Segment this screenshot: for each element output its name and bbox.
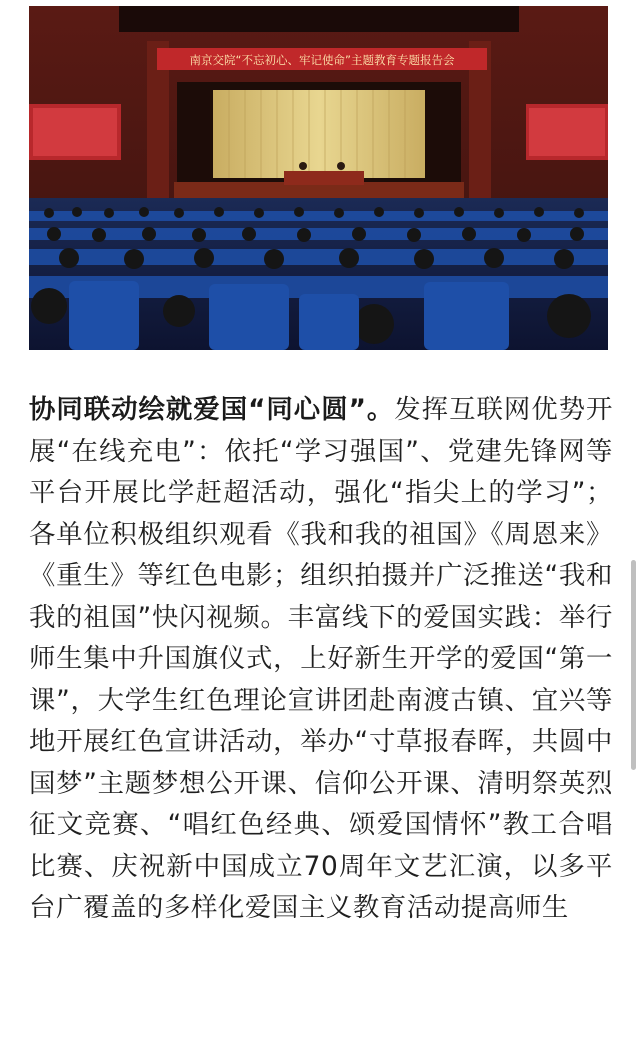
- banner-text: 南京交院“不忘初心、牢记使命”主题教育专题报告会: [189, 53, 455, 67]
- scrollbar-thumb[interactable]: [631, 560, 636, 770]
- article-lead: 协同联动绘就爱国“同心圆”。: [29, 394, 395, 425]
- article-paragraph: [29, 389, 613, 929]
- auditorium-photo: [29, 6, 608, 350]
- article-body: 发挥互联网优势开展“在线充电”：依托“学习强国”、党建先锋网等平台开展比学赶超活动，强化“指尖上的学习”；各单位积极组织观看《我和我的祖国》《周恩来》《重生》等红色电影；组织拍摄并广泛推送“我和我的祖国”快闪视频。丰富线下的爱国实践：举行师生集中升国旗仪式，上好新生开学的爱国“第一课”，大学生红色理论宣讲团赴南渡古镇、宜兴等地开展红色宣讲活动，举办“寸草报春晖，共圆中国梦”主题梦想公开课、信仰公开课、清明祭英烈征文竞赛、“唱红色经典、颂爱国情怀”教工合唱比赛、庆祝新中国成立70周年文艺汇演，以多平台广覆盖的多样化爱国主义教育活动提高师生: [29, 394, 613, 923]
